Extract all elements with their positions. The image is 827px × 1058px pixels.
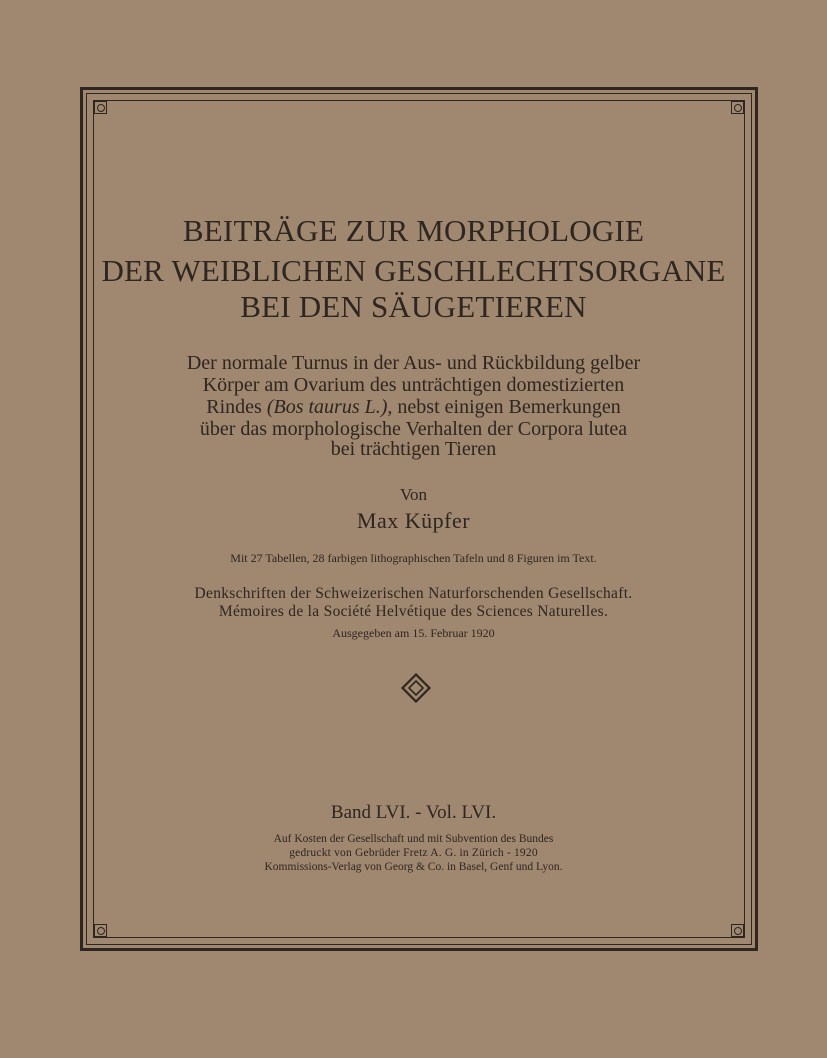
corner-ornament-icon — [731, 924, 744, 937]
subtitle-line-3-start: Rindes — [206, 396, 267, 418]
subtitle-line-3 — [0, 396, 827, 418]
subtitle-line-4: über das morphologische Verhalten der Corpora lutea — [199, 418, 628, 440]
subtitle-line-3-end: nebst einigen Bemerkungen — [392, 396, 621, 418]
corner-ornament-icon — [94, 101, 107, 114]
corner-ornament-icon — [731, 101, 744, 114]
series-denkschriften: Denkschriften der Schweizerischen Naturforschenden Gesellschaft. — [194, 585, 633, 602]
byline-von: Von — [399, 485, 428, 504]
subtitle-line-1: Der normale Turnus in der Aus- und Rückbildung gelber — [186, 352, 641, 374]
title-line-2: DER WEIBLICHEN GESCHLECHTSORGANE — [101, 253, 726, 288]
subtitle-line-2: Körper am Ovarium des unträchtigen domestizierten — [202, 374, 625, 396]
subtitle-line-5: bei trächtigen Tieren — [330, 438, 497, 460]
imprint-line-2: gedruckt von Gebrüder Fretz A. G. in Zürich - 1920 — [289, 847, 538, 859]
diamond-ornament-icon — [401, 673, 431, 703]
series-memoires: Mémoires de la Société Helvétique des Sciences Naturelles. — [218, 603, 609, 620]
title-line-1: BEITRÄGE ZUR MORPHOLOGIE — [182, 213, 645, 248]
imprint-line-1: Auf Kosten der Gesellschaft und mit Subvention des Bundes — [273, 833, 554, 845]
author-name: Max Küpfer — [356, 508, 471, 533]
imprint-line-3: Kommissions-Verlag von Georg & Co. in Basel, Genf und Lyon. — [264, 861, 563, 873]
title-line-3: BEI DEN SÄUGETIEREN — [240, 289, 587, 324]
species-name: (Bos taurus L.), — [266, 396, 393, 418]
volume-label: Band LVI. - Vol. LVI. — [330, 802, 497, 823]
corner-ornament-icon — [94, 924, 107, 937]
issue-date: Ausgegeben am 15. Februar 1920 — [332, 626, 495, 640]
tables-note: Mit 27 Tabellen, 28 farbigen lithographischen Tafeln und 8 Figuren im Text. — [230, 551, 597, 565]
